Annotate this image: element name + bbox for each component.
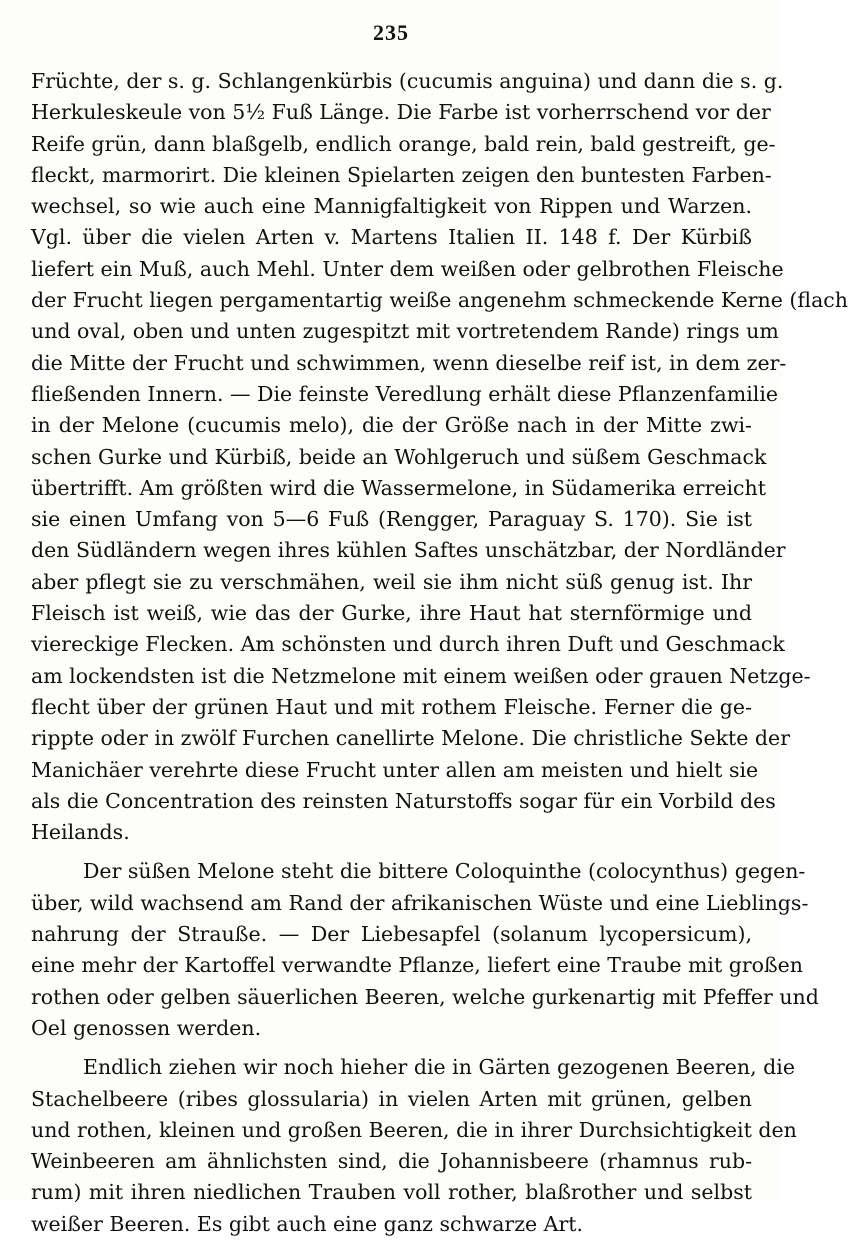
text-line: Weinbeeren am ähnlichsten sind, die Johannisbeere (rhamnus rub- (31, 1149, 752, 1174)
text-line: weißer Beeren. Es gibt auch eine ganz schwarze Art. (31, 1211, 584, 1236)
text-line: und rothen, kleinen und großen Beeren, die in ihrer Durchsichtigkeit den (31, 1117, 797, 1142)
text-line: Endlich ziehen wir noch hieher die in Gärten gezogenen Beeren, die (83, 1055, 795, 1080)
text-line: Herkuleskeule von 5½ Fuß Länge. Die Farbe ist vorherrschend vor der (31, 100, 771, 125)
text-line: Stachelbeere (ribes glossularia) in vielen Arten mit grünen, gelben (31, 1086, 752, 1111)
text-line: Heilands. (31, 820, 130, 845)
text-line: Fleisch ist weiß, wie das der Gurke, ihre Haut hat sternförmige und (31, 601, 752, 626)
text-line: als die Concentration des reinsten Naturstoffs sogar für ein Vorbild des (31, 788, 776, 813)
text-line: der Frucht liegen pergamentartig weiße angenehm schmeckende Kerne (flach (31, 288, 848, 313)
text-line: Vgl. über die vielen Arten v. Martens Italien II. 148 f. Der Kürbiß (31, 225, 752, 250)
text-line: sie einen Umfang von 5—6 Fuß (Rengger, Paraguay S. 170). Sie ist (31, 507, 752, 532)
page-number: 235 (373, 20, 409, 45)
text-line: am lockendsten ist die Netzmelone mit einem weißen oder grauen Netzge- (31, 663, 811, 688)
text-line: rippte oder in zwölf Furchen canellirte Melone. Die christliche Sekte der (31, 726, 790, 751)
text-line: fließenden Innern. — Die feinste Veredlung erhält diese Pflanzenfamilie (31, 381, 779, 406)
text-line: rothen oder gelben säuerlichen Beeren, welche gurkenartig mit Pfeffer und (31, 984, 819, 1009)
text-line: schen Gurke und Kürbiß, beide an Wohlgeruch und süßem Geschmack (31, 444, 767, 469)
text-line: viereckige Flecken. Am schönsten und durch ihren Duft und Geschmack (31, 632, 785, 657)
text-line: Oel genossen werden. (31, 1015, 262, 1040)
paragraph-gap (31, 848, 752, 856)
text-line: Der süßen Melone steht die bittere Coloquinthe (colocynthus) gegen- (83, 859, 806, 884)
text-line: eine mehr der Kartoffel verwandte Pflanze, liefert eine Traube mit großen (31, 953, 804, 978)
body-text (31, 66, 848, 1240)
text-line: liefert ein Muß, auch Mehl. Unter dem weißen oder gelbrothen Fleische (31, 256, 784, 281)
text-line: flecht über der grünen Haut und mit rothem Fleische. Ferner die ge- (31, 694, 752, 719)
text-line: aber pflegt sie zu verschmähen, weil sie ihm nicht süß genug ist. Ihr (31, 569, 752, 594)
paragraph-2 (31, 856, 819, 1044)
text-line: Manichäer verehrte diese Frucht unter allen am meisten und hielt sie (31, 757, 759, 782)
text-line: und oval, oben und unten zugespitzt mit vortretendem Rande) rings um (31, 319, 779, 344)
paragraph-1 (31, 66, 848, 848)
text-line: in der Melone (cucumis melo), die der Größe nach in der Mitte zwi- (31, 413, 752, 438)
text-line: Reife grün, dann blaßgelb, endlich orange, bald rein, bald gestreift, ge- (31, 131, 776, 156)
text-line: den Südländern wegen ihres kühlen Saftes unschätzbar, der Nordländer (31, 538, 786, 563)
paragraph-3 (31, 1052, 797, 1240)
text-line: wechsel, so wie auch eine Mannigfaltigkeit von Rippen und Warzen. (31, 194, 752, 219)
text-line: die Mitte der Frucht und schwimmen, wenn dieselbe reif ist, in dem zer- (31, 350, 787, 375)
text-line: übertrifft. Am größten wird die Wassermelone, in Südamerika erreicht (31, 475, 766, 500)
text-line: rum) mit ihren niedlichen Trauben voll rother, blaßrother und selbst (31, 1180, 752, 1205)
text-line: nahrung der Strauße. — Der Liebesapfel (solanum lycopersicum), (31, 922, 752, 947)
text-line: Früchte, der s. g. Schlangenkürbis (cucumis anguina) und dann die s. g. (31, 69, 784, 93)
text-line: über, wild wachsend am Rand der afrikanischen Wüste und eine Lieblings- (31, 890, 809, 915)
paragraph-gap (31, 1044, 752, 1052)
text-line: fleckt, marmorirt. Die kleinen Spielarten zeigen den buntesten Farben- (31, 162, 772, 187)
